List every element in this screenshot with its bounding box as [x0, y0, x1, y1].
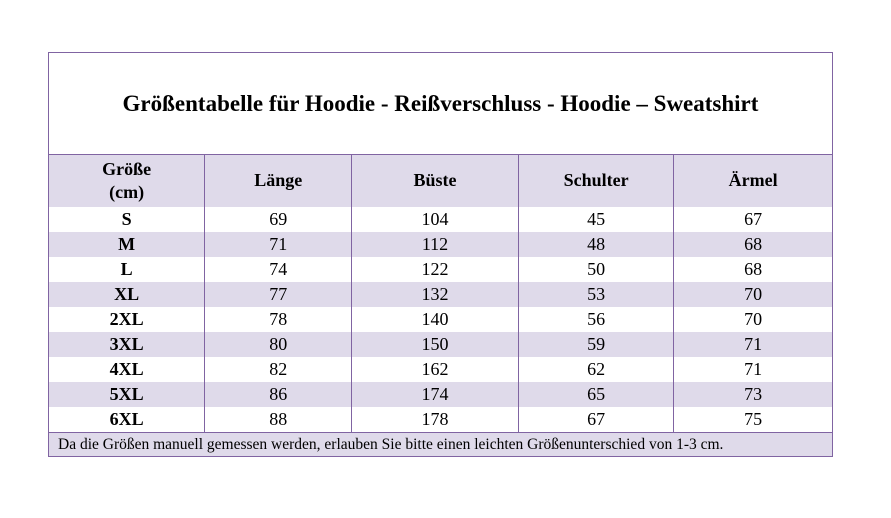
column-header-groesse-label: Größe — [102, 158, 152, 179]
measurement-cell: 68 — [674, 232, 832, 257]
measurement-cell: 67 — [674, 207, 832, 232]
measurement-cell: 132 — [352, 282, 519, 307]
title-row — [49, 53, 832, 155]
note-row — [49, 432, 832, 456]
measurement-cell: 74 — [205, 257, 352, 282]
measurement-cell: 71 — [674, 357, 832, 382]
table-row — [49, 382, 832, 407]
size-table-body — [49, 207, 832, 432]
measurement-cell: 162 — [352, 357, 519, 382]
measurement-cell: 73 — [674, 382, 832, 407]
table-header-row — [49, 155, 832, 207]
size-label: 4XL — [109, 358, 144, 379]
size-label: 3XL — [109, 333, 144, 354]
measurement-cell: 67 — [518, 407, 673, 432]
measurement-cell: 69 — [205, 207, 352, 232]
size-chart-sheet — [48, 52, 833, 457]
measurement-cell: 71 — [205, 232, 352, 257]
column-header-aermel: Ärmel — [674, 155, 832, 207]
measurement-cell: 140 — [352, 307, 519, 332]
measurement-cell: 56 — [518, 307, 673, 332]
table-row — [49, 407, 832, 432]
measurement-cell: 70 — [674, 282, 832, 307]
measurement-cell: 45 — [518, 207, 673, 232]
measurement-cell: 68 — [674, 257, 832, 282]
table-row — [49, 257, 832, 282]
size-label: L — [120, 258, 133, 279]
measurement-cell: 104 — [352, 207, 519, 232]
column-header-groesse — [49, 155, 205, 207]
size-table — [49, 155, 832, 432]
column-header-laenge: Länge — [205, 155, 352, 207]
size-label: S — [121, 208, 132, 229]
size-label: 5XL — [109, 383, 144, 404]
page-title: Größentabelle für Hoodie - Reißverschluss - Hoodie – Sweatshirt — [122, 90, 759, 116]
measurement-cell: 122 — [352, 257, 519, 282]
measurement-cell: 174 — [352, 382, 519, 407]
measurement-cell: 178 — [352, 407, 519, 432]
column-header-bueste: Büste — [352, 155, 519, 207]
measurement-cell: 82 — [205, 357, 352, 382]
size-label: 2XL — [109, 308, 144, 329]
table-row — [49, 357, 832, 382]
measurement-cell: 53 — [518, 282, 673, 307]
measurement-cell: 48 — [518, 232, 673, 257]
table-row — [49, 282, 832, 307]
measurement-cell: 88 — [205, 407, 352, 432]
measurement-note: Da die Größen manuell gemessen werden, erlauben Sie bitte einen leichten Größenunterschied von 1-3 cm. — [58, 435, 724, 453]
column-header-schulter: Schulter — [518, 155, 673, 207]
size-table-head — [49, 155, 832, 207]
measurement-cell: 65 — [518, 382, 673, 407]
measurement-cell: 77 — [205, 282, 352, 307]
measurement-cell: 50 — [518, 257, 673, 282]
measurement-cell: 70 — [674, 307, 832, 332]
measurement-cell: 62 — [518, 357, 673, 382]
size-label: XL — [114, 283, 140, 304]
size-label: M — [118, 233, 136, 254]
table-row — [49, 232, 832, 257]
measurement-cell: 150 — [352, 332, 519, 357]
measurement-cell: 78 — [205, 307, 352, 332]
measurement-cell: 75 — [674, 407, 832, 432]
table-row — [49, 207, 832, 232]
measurement-cell: 71 — [674, 332, 832, 357]
measurement-cell: 112 — [352, 232, 519, 257]
measurement-cell: 59 — [518, 332, 673, 357]
column-header-groesse-unit: (cm) — [109, 182, 145, 202]
size-label: 6XL — [109, 408, 144, 429]
table-row — [49, 332, 832, 357]
measurement-cell: 86 — [205, 382, 352, 407]
measurement-cell: 80 — [205, 332, 352, 357]
table-row — [49, 307, 832, 332]
